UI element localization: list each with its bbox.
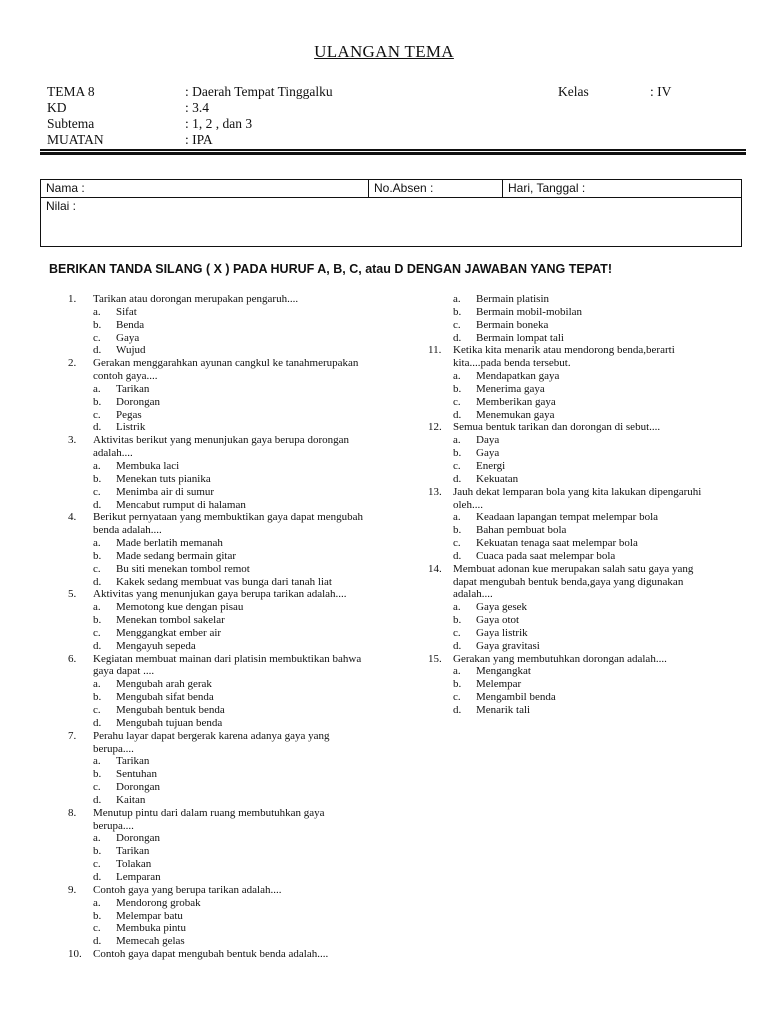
option-text: Mengangkat	[476, 665, 531, 678]
option-letter: b.	[453, 382, 462, 395]
option-letter: c.	[453, 537, 461, 550]
answer-option[interactable]	[428, 691, 718, 704]
option-letter: b.	[453, 305, 462, 318]
question-number: 13.	[428, 485, 442, 498]
option-letter: a.	[453, 601, 461, 614]
option-text: Menimba air di sumur	[116, 485, 215, 498]
answer-option[interactable]	[428, 550, 718, 563]
option-letter: d.	[93, 793, 102, 806]
date-field[interactable]: Hari, Tanggal :	[508, 181, 586, 195]
answer-option[interactable]	[68, 332, 368, 345]
option-letter: d.	[453, 549, 462, 562]
option-text: Wujud	[116, 344, 146, 357]
question-text: Membuat adonan kue merupakan salah satu gaya yang dapat mengubah bentuk benda,gaya yang digunakan adalah....	[453, 562, 694, 601]
question-row	[68, 357, 368, 383]
option-text: Sifat	[116, 305, 137, 318]
option-letter: a.	[453, 370, 461, 383]
option-letter: c.	[93, 562, 101, 575]
answer-option[interactable]	[428, 511, 718, 524]
question-row	[68, 948, 368, 961]
option-letter: c.	[93, 626, 101, 639]
option-letter: a.	[93, 832, 101, 845]
question-number: 1.	[68, 293, 77, 305]
question-row	[428, 653, 718, 666]
option-letter: c.	[453, 459, 461, 472]
answer-option[interactable]	[428, 293, 718, 306]
option-letter: d.	[93, 344, 102, 357]
answer-option[interactable]	[428, 447, 718, 460]
option-letter: d.	[93, 498, 102, 511]
question-text: Contoh gaya dapat mengubah bentuk benda adalah....	[93, 948, 329, 961]
answer-option[interactable]	[68, 678, 368, 691]
option-text: Mengubah bentuk benda	[116, 704, 225, 716]
question-item	[428, 563, 718, 653]
instruction-heading: BERIKAN TANDA SILANG ( X ) PADA HURUF A, B, C, atau D DENGAN JAWABAN YANG TEPAT!	[49, 262, 612, 276]
option-letter: a.	[93, 755, 101, 768]
answer-option[interactable]	[428, 640, 718, 653]
question-number: 15.	[428, 652, 442, 665]
option-letter: b.	[93, 691, 102, 704]
option-letter: d.	[453, 639, 462, 652]
answer-option[interactable]	[68, 319, 368, 332]
answer-option[interactable]	[68, 922, 368, 935]
option-letter: b.	[93, 395, 102, 408]
option-text: Bermain boneka	[476, 318, 549, 331]
answer-option[interactable]	[68, 910, 368, 923]
question-row	[428, 563, 718, 602]
option-text: Gaya gesek	[476, 601, 528, 614]
question-text: Aktivitas berikut yang menunjukan gaya berupa dorongan adalah....	[93, 434, 349, 460]
question-number: 2.	[68, 357, 77, 370]
option-text: Menemukan gaya	[476, 408, 555, 421]
question-number: 8.	[68, 806, 77, 819]
question-row	[68, 511, 368, 537]
question-item	[68, 588, 368, 652]
option-letter: c.	[453, 395, 461, 408]
question-row	[68, 884, 368, 897]
option-letter: c.	[453, 691, 461, 704]
answer-option[interactable]	[68, 473, 368, 486]
option-text: Energi	[476, 459, 506, 472]
option-text: Tarikan	[116, 382, 150, 395]
option-text: Menekan tombol sakelar	[116, 614, 225, 627]
option-text: Bermain mobil-mobilan	[476, 305, 583, 318]
option-text: Kaitan	[116, 793, 146, 806]
question-row	[428, 344, 718, 370]
questions-right-column	[428, 293, 718, 717]
option-text: Menerima gaya	[476, 382, 545, 395]
option-text: Listrik	[116, 421, 146, 434]
meta-label: KD	[47, 100, 67, 115]
question-item	[68, 730, 368, 807]
option-text: Melempar	[476, 678, 522, 691]
answer-option[interactable]	[428, 614, 718, 627]
exam-meta	[47, 84, 535, 148]
question-text: Gerakan yang membutuhkan dorongan adalah....	[453, 652, 667, 665]
option-text: Mengayuh sepeda	[116, 639, 196, 652]
option-letter: c.	[93, 781, 101, 794]
question-number: 3.	[68, 434, 77, 447]
option-text: Tolakan	[116, 858, 152, 871]
answer-option[interactable]	[428, 409, 718, 422]
meta-row-subtema	[47, 116, 535, 132]
option-text: Memecah gelas	[116, 935, 185, 948]
question-item	[68, 511, 368, 588]
option-text: Memberikan gaya	[476, 395, 556, 408]
option-text: Bahan pembuat bola	[476, 524, 567, 537]
answer-option[interactable]	[428, 383, 718, 396]
answer-option[interactable]	[68, 768, 368, 781]
option-text: Mengambil benda	[476, 691, 556, 704]
option-letter: d.	[93, 421, 102, 434]
meta-value: : IPA	[185, 132, 213, 147]
answer-option[interactable]	[68, 460, 368, 473]
option-text: Dorongan	[116, 832, 160, 845]
option-letter: a.	[453, 665, 461, 678]
option-text: Gaya otot	[476, 614, 520, 627]
answer-option[interactable]	[428, 460, 718, 473]
meta-label: MUATAN	[47, 132, 104, 147]
answer-option[interactable]	[68, 344, 368, 357]
answer-option[interactable]	[68, 897, 368, 910]
option-letter: b.	[93, 768, 102, 781]
question-text: Contoh gaya yang berupa tarikan adalah....	[93, 883, 282, 896]
question-number: 7.	[68, 729, 77, 742]
question-item	[68, 293, 368, 357]
option-text: Gaya gravitasi	[476, 639, 540, 652]
answer-option[interactable]	[428, 434, 718, 447]
option-letter: b.	[453, 524, 462, 537]
identity-row	[41, 180, 741, 198]
answer-option[interactable]	[68, 640, 368, 653]
option-text: Kekuatan	[476, 472, 519, 485]
option-letter: c.	[93, 858, 101, 871]
answer-option[interactable]	[68, 421, 368, 434]
option-letter: b.	[93, 909, 102, 922]
student-identity-box	[40, 179, 742, 247]
answer-option[interactable]	[428, 665, 718, 678]
question-item	[428, 421, 718, 485]
meta-row-muatan	[47, 132, 535, 148]
option-text: Bu siti menekan tombol remot	[116, 562, 250, 575]
option-letter: c.	[93, 408, 101, 421]
absen-field[interactable]: No.Absen :	[369, 180, 503, 197]
option-text: Membuka laci	[116, 459, 180, 472]
question-text: Tarikan atau dorongan merupakan pengaruh....	[93, 293, 299, 305]
answer-option[interactable]	[428, 524, 718, 537]
option-text: Lemparan	[116, 870, 161, 883]
question-row	[68, 293, 368, 306]
option-letter: a.	[93, 678, 101, 691]
option-text: Tarikan	[116, 755, 150, 768]
option-letter: b.	[93, 472, 102, 485]
answer-option[interactable]	[68, 614, 368, 627]
answer-option[interactable]	[428, 396, 718, 409]
question-row	[68, 730, 368, 756]
option-letter: a.	[93, 459, 101, 472]
option-text: Gaya listrik	[476, 626, 528, 639]
question-item	[68, 434, 368, 511]
question-item	[428, 653, 718, 717]
header-divider	[40, 149, 746, 155]
answer-option[interactable]	[68, 576, 368, 589]
answer-option[interactable]	[68, 409, 368, 422]
answer-option[interactable]	[68, 306, 368, 319]
option-letter: d.	[93, 575, 102, 588]
answer-option[interactable]	[68, 832, 368, 845]
question-item	[428, 486, 718, 563]
option-text: Mengubah tujuan benda	[116, 716, 223, 729]
answer-option[interactable]	[68, 563, 368, 576]
option-text: Benda	[116, 318, 145, 331]
option-letter: b.	[453, 614, 462, 627]
option-text: Daya	[476, 434, 500, 447]
question-number: 14.	[428, 562, 442, 575]
questions-left-column	[68, 293, 368, 961]
answer-option[interactable]	[68, 871, 368, 884]
question-number: 4.	[68, 511, 77, 524]
answer-option[interactable]	[428, 370, 718, 383]
option-text: Kakek sedang membuat vas bunga dari tanah liat	[116, 575, 332, 588]
answer-option[interactable]	[68, 396, 368, 409]
option-letter: a.	[93, 896, 101, 909]
option-letter: d.	[453, 408, 462, 421]
option-letter: d.	[453, 331, 462, 344]
option-letter: b.	[93, 614, 102, 627]
option-text: Menggangkat ember air	[116, 626, 222, 639]
option-letter: d.	[93, 639, 102, 652]
option-letter: a.	[453, 511, 461, 524]
answer-option[interactable]	[428, 306, 718, 319]
answer-option[interactable]	[68, 858, 368, 871]
option-letter: b.	[453, 447, 462, 460]
option-letter: d.	[453, 704, 462, 716]
question-item	[428, 344, 718, 421]
option-letter: c.	[93, 922, 101, 935]
answer-option[interactable]	[68, 383, 368, 396]
question-row	[428, 421, 718, 434]
nama-field[interactable]: Nama :	[41, 180, 369, 197]
option-letter: b.	[93, 318, 102, 331]
page-title: ULANGAN TEMA	[314, 42, 454, 61]
option-text: Made berlatih memanah	[116, 537, 223, 550]
question-text: Aktivitas yang menunjukan gaya berupa tarikan adalah....	[93, 588, 347, 601]
option-text: Bermain lompat tali	[476, 331, 564, 344]
question-number: 11.	[428, 344, 442, 357]
option-text: Dorongan	[116, 781, 160, 794]
option-text: Sentuhan	[116, 768, 157, 781]
question-item	[68, 653, 368, 730]
answer-option[interactable]	[68, 601, 368, 614]
answer-option[interactable]	[68, 704, 368, 717]
question-row	[68, 653, 368, 679]
question-row	[428, 486, 718, 512]
question-number: 6.	[68, 652, 77, 665]
question-row	[68, 434, 368, 460]
question-number: 9.	[68, 883, 77, 896]
option-letter: c.	[453, 626, 461, 639]
option-letter: d.	[93, 870, 102, 883]
answer-option[interactable]	[68, 755, 368, 768]
option-letter: c.	[93, 485, 101, 498]
kelas-label: Kelas	[558, 84, 589, 99]
option-letter: d.	[453, 472, 462, 485]
option-text: Menarik tali	[476, 704, 531, 716]
option-letter: c.	[453, 318, 461, 331]
option-letter: a.	[453, 434, 461, 447]
option-text: Mencabut rumput di halaman	[116, 498, 246, 511]
answer-option[interactable]	[68, 627, 368, 640]
answer-option[interactable]	[428, 537, 718, 550]
question-item	[68, 357, 368, 434]
question-item	[68, 807, 368, 884]
answer-option[interactable]	[68, 794, 368, 807]
option-text: Cuaca pada saat melempar bola	[476, 549, 616, 562]
answer-option[interactable]	[68, 550, 368, 563]
answer-option[interactable]	[428, 319, 718, 332]
option-text: Pegas	[116, 408, 142, 421]
question-text: Jauh dekat lemparan bola yang kita lakukan dipengaruhi oleh....	[453, 485, 702, 511]
answer-option[interactable]	[68, 845, 368, 858]
question-number: 10.	[68, 948, 82, 961]
answer-option[interactable]	[428, 601, 718, 614]
answer-option[interactable]	[68, 499, 368, 512]
option-letter: b.	[93, 549, 102, 562]
option-text: Membuka pintu	[116, 922, 186, 935]
question-row	[68, 807, 368, 833]
option-letter: a.	[93, 601, 101, 614]
option-text: Mengubah sifat benda	[116, 691, 214, 704]
option-letter: a.	[453, 293, 461, 305]
answer-option[interactable]	[428, 332, 718, 345]
option-letter: c.	[93, 704, 101, 716]
option-letter: a.	[93, 305, 101, 318]
option-letter: d.	[93, 935, 102, 948]
question-text: Berikut pernyataan yang membuktikan gaya dapat mengubah benda adalah....	[93, 511, 364, 537]
answer-option[interactable]	[428, 678, 718, 691]
answer-option[interactable]	[68, 486, 368, 499]
question-text: Perahu layar dapat bergerak karena adanya gaya yang berupa....	[93, 729, 330, 755]
meta-value: : 3.4	[185, 100, 210, 115]
answer-option[interactable]	[428, 704, 718, 717]
answer-option[interactable]	[68, 691, 368, 704]
meta-row-tema	[47, 84, 535, 100]
meta-row-kd	[47, 100, 535, 116]
option-letter: b.	[453, 678, 462, 691]
option-text: Tarikan	[116, 845, 150, 858]
option-letter: c.	[93, 331, 101, 344]
meta-label: Subtema	[47, 116, 95, 131]
meta-value: : 1, 2 , dan 3	[185, 116, 253, 131]
option-letter: b.	[93, 845, 102, 858]
answer-option[interactable]	[68, 537, 368, 550]
question-text: Gerakan menggarahkan ayunan cangkul ke tanahmerupakan contoh gaya....	[93, 357, 359, 383]
option-text: Mendapatkan gaya	[476, 370, 560, 383]
option-text: Melempar batu	[116, 909, 183, 922]
answer-option[interactable]	[68, 717, 368, 730]
meta-value: : Daerah Tempat Tinggalku	[185, 84, 333, 99]
option-letter: a.	[93, 382, 101, 395]
option-text: Made sedang bermain gitar	[116, 549, 237, 562]
answer-option[interactable]	[428, 627, 718, 640]
meta-label: TEMA 8	[47, 84, 95, 99]
option-text: Kekuatan tenaga saat melempar bola	[476, 537, 638, 550]
option-text: Dorongan	[116, 395, 160, 408]
option-text: Gaya	[476, 447, 500, 460]
question-number: 5.	[68, 588, 77, 601]
nilai-field[interactable]: Nilai :	[46, 199, 77, 213]
question-text: Ketika kita menarik atau mendorong benda,berarti kita....pada benda tersebut.	[453, 344, 675, 370]
option-letter: a.	[93, 537, 101, 550]
option-text: Bermain platisin	[476, 293, 550, 305]
answer-option[interactable]	[68, 781, 368, 794]
question-text: Kegiatan membuat mainan dari platisin membuktikan bahwa gaya dapat ....	[93, 652, 362, 678]
option-text: Menekan tuts pianika	[116, 472, 211, 485]
question-text: Menutup pintu dari dalam ruang membutuhkan gaya berupa....	[93, 806, 325, 832]
question-row	[68, 588, 368, 601]
option-text: Mendorong grobak	[116, 896, 201, 909]
answer-option[interactable]	[68, 935, 368, 948]
question-number: 12.	[428, 421, 442, 434]
question-item	[68, 884, 368, 948]
option-letter: d.	[93, 716, 102, 729]
question-text: Semua bentuk tarikan dan dorongan di sebut....	[453, 421, 661, 434]
option-text: Keadaan lapangan tempat melempar bola	[476, 511, 659, 524]
question-item	[68, 948, 368, 961]
meta-row-kelas	[558, 84, 671, 100]
answer-option[interactable]	[428, 473, 718, 486]
kelas-value: : IV	[650, 84, 672, 99]
option-text: Gaya	[116, 331, 140, 344]
option-text: Memotong kue dengan pisau	[116, 601, 244, 614]
option-text: Mengubah arah gerak	[116, 678, 212, 691]
